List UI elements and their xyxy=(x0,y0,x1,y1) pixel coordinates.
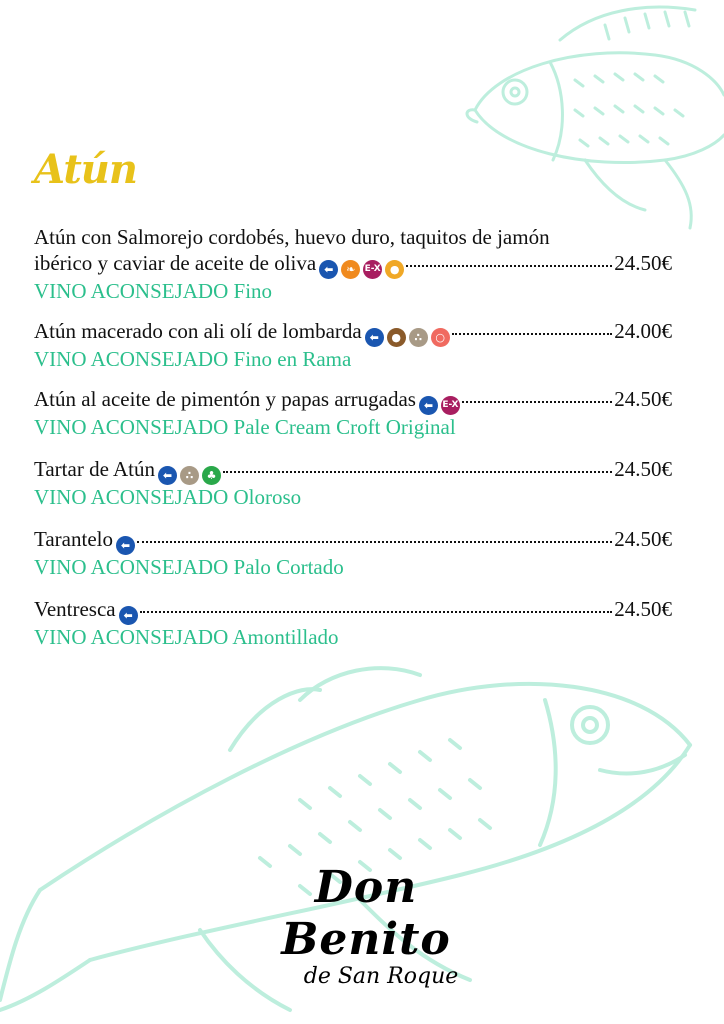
allergen-icons xyxy=(116,536,135,555)
menu-item xyxy=(34,596,672,650)
dot-leader xyxy=(406,265,612,267)
wine-recommendation: VINO ACONSEJADO Palo Cortado xyxy=(34,555,344,579)
mustard-icon: ● xyxy=(387,328,406,347)
dot-leader xyxy=(462,401,612,403)
wine-recommendation: VINO ACONSEJADO Oloroso xyxy=(34,485,302,509)
wine-recommendation: VINO ACONSEJADO Fino xyxy=(34,279,273,303)
celery-icon: ♣ xyxy=(202,466,221,485)
logo-sub-text: de San Roque xyxy=(303,964,459,989)
sesame-icon: ∴ xyxy=(409,328,428,347)
egg-icon: ● xyxy=(385,260,404,279)
dot-leader xyxy=(452,333,613,335)
wine-recommendation: VINO ACONSEJADO Fino en Rama xyxy=(34,347,352,371)
dot-leader xyxy=(223,471,612,473)
dish-name: Tartar de Atún xyxy=(34,457,155,481)
restaurant-logo xyxy=(236,862,496,989)
fish-icon: ⬅ xyxy=(419,396,438,415)
dish-name: Atún macerado con ali olí de lombarda xyxy=(34,319,362,343)
dish-name-line1: Atún con Salmorejo cordobés, huevo duro, taquitos de jamón xyxy=(34,225,550,249)
dish-line xyxy=(34,318,672,344)
sulphite-icon: E-X xyxy=(441,396,460,415)
dish-price: 24.00€ xyxy=(614,319,672,343)
fish-icon: ⬅ xyxy=(319,260,338,279)
menu-item xyxy=(34,224,672,304)
milk-icon: ○ xyxy=(431,328,450,347)
dish-price: 24.50€ xyxy=(614,457,672,481)
dish-name: Ventresca xyxy=(34,597,116,621)
dish-line xyxy=(34,596,672,622)
menu-list xyxy=(34,224,672,650)
fish-icon: ⬅ xyxy=(365,328,384,347)
fish-illustration-top xyxy=(455,0,724,230)
dish-line xyxy=(34,526,672,552)
dot-leader xyxy=(140,611,613,613)
dish-name: Atún al aceite de pimentón y papas arrugadas xyxy=(34,387,416,411)
fish-icon: ⬅ xyxy=(158,466,177,485)
fish-icon: ⬅ xyxy=(119,606,138,625)
allergen-icons xyxy=(419,396,460,415)
dish-line xyxy=(34,250,672,276)
fish-icon: ⬅ xyxy=(116,536,135,555)
dish-price: 24.50€ xyxy=(614,251,672,275)
menu-item xyxy=(34,456,672,510)
cereal-icon: ❧ xyxy=(341,260,360,279)
dish-line xyxy=(34,456,672,482)
dish-name: Tarantelo xyxy=(34,527,113,551)
dish-name: ibérico y caviar de aceite de oliva xyxy=(34,251,317,275)
section-title: Atún xyxy=(34,146,137,193)
dish-price: 24.50€ xyxy=(614,527,672,551)
allergen-icons xyxy=(319,260,404,279)
menu-item xyxy=(34,526,672,580)
dot-leader xyxy=(137,541,612,543)
menu-item xyxy=(34,386,672,440)
menu-item xyxy=(34,318,672,372)
allergen-icons xyxy=(365,328,450,347)
wine-recommendation: VINO ACONSEJADO Pale Cream Croft Original xyxy=(34,415,456,439)
sesame-icon: ∴ xyxy=(180,466,199,485)
allergen-icons xyxy=(158,466,221,485)
logo-main-text: Don Benito xyxy=(281,862,451,965)
wine-recommendation: VINO ACONSEJADO Amontillado xyxy=(34,625,339,649)
dish-price: 24.50€ xyxy=(614,387,672,411)
dish-line xyxy=(34,386,672,412)
dish-price: 24.50€ xyxy=(614,597,672,621)
sulphite-icon: E-X xyxy=(363,260,382,279)
allergen-icons xyxy=(119,606,138,625)
